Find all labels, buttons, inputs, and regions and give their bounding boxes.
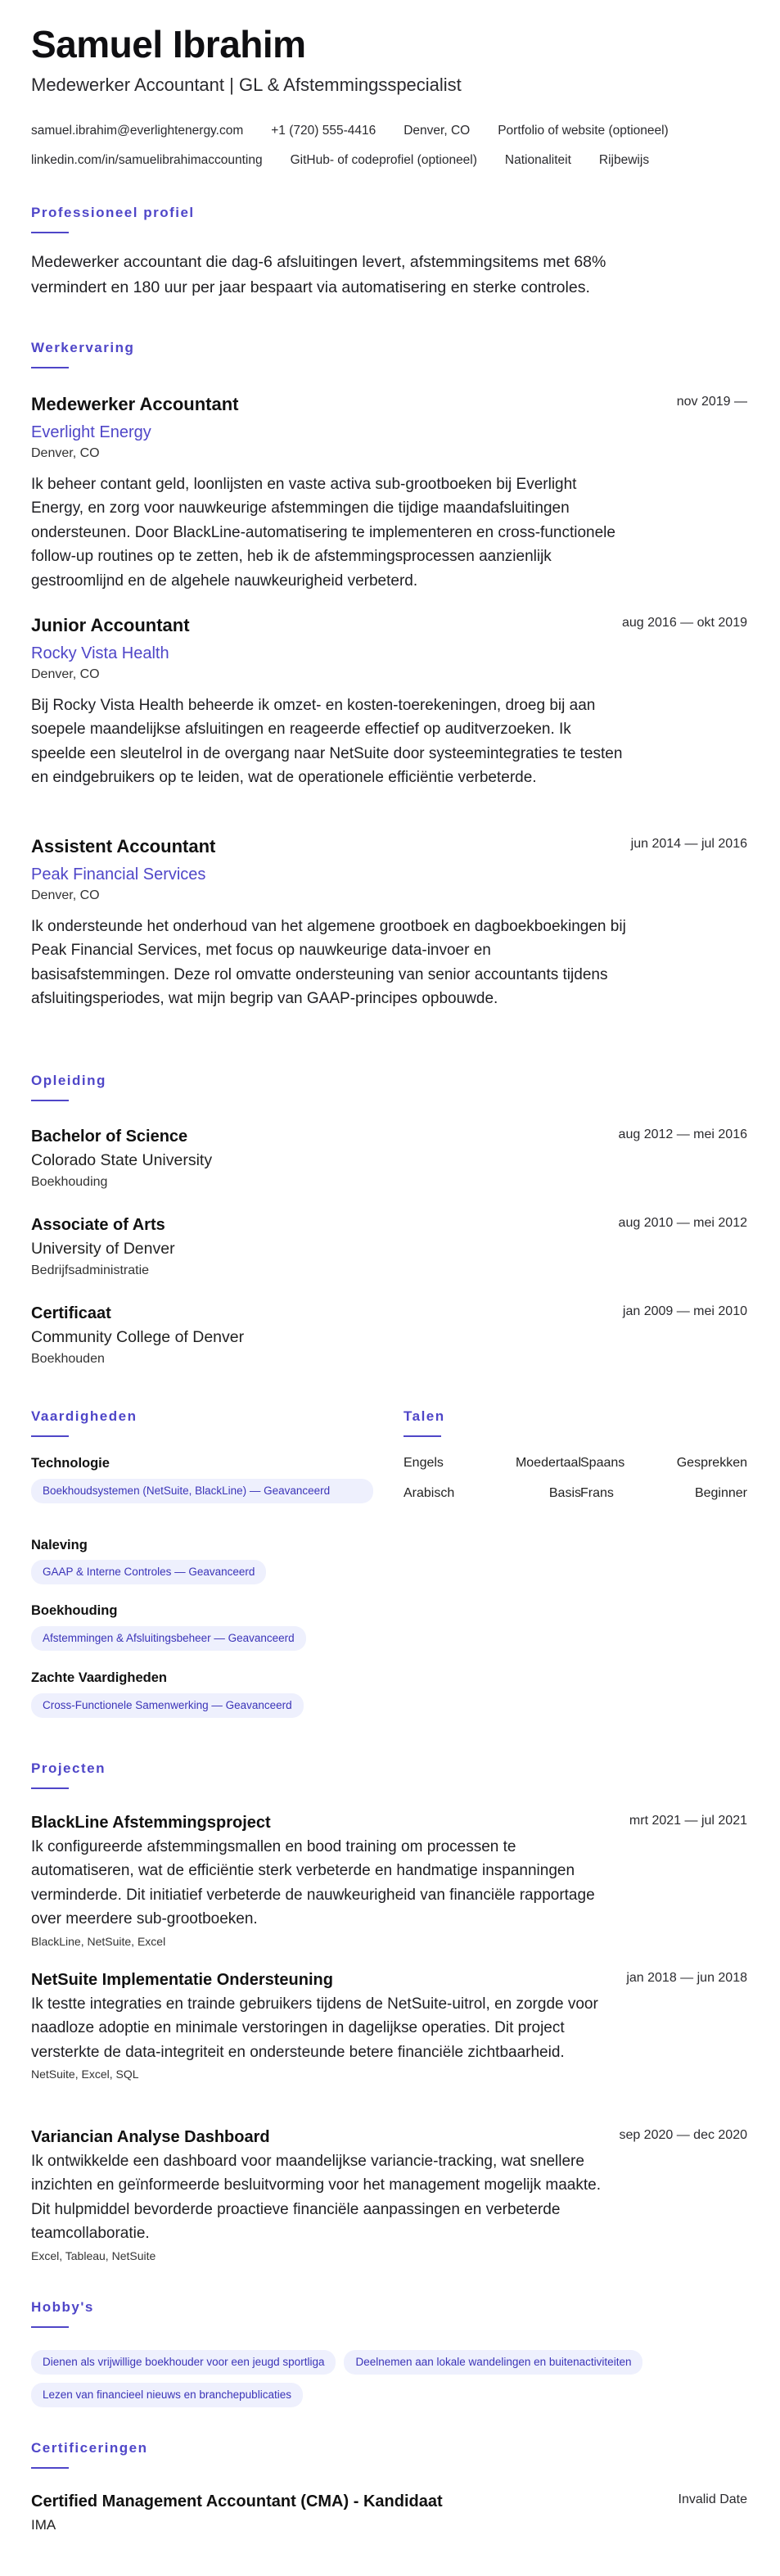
contact-linkedin[interactable]: linkedin.com/in/samuelibrahimaccounting — [31, 153, 263, 167]
education-item — [31, 1126, 747, 1192]
hobby-chip: Dienen als vrijwillige boekhouder voor een jeugd sportliga — [31, 2350, 336, 2375]
education-degree: Bachelor of Science — [31, 1128, 188, 1146]
section-divider — [31, 1787, 69, 1789]
experience-item — [31, 614, 747, 790]
skill-category: Naleving — [31, 1538, 88, 1552]
job-dates: jun 2014 — jul 2016 — [630, 837, 747, 851]
contact-portfolio[interactable]: Portfolio of website (optioneel) — [498, 124, 669, 138]
job-company: Everlight Energy — [31, 423, 151, 441]
contact-email[interactable]: samuel.ibrahim@everlightenergy.com — [31, 124, 244, 138]
experience-item — [31, 835, 747, 1011]
language-level: Gesprekken — [676, 1456, 747, 1470]
project-dates: jan 2018 — jun 2018 — [626, 1971, 747, 1985]
skill-chip-wrap — [31, 1560, 266, 1584]
education-school: Colorado State University — [31, 1151, 213, 1169]
project-item — [31, 1812, 747, 1948]
skill-chip-wrap — [31, 1626, 306, 1651]
language-name: Engels — [404, 1456, 444, 1470]
skill-chip-wrap — [31, 1693, 304, 1718]
section-title-languages: Talen — [404, 1408, 445, 1424]
hobby-chip: Deelnemen aan lokale wandelingen en buitenactiviteiten — [344, 2350, 642, 2375]
project-dates: sep 2020 — dec 2020 — [619, 2128, 747, 2142]
candidate-name: Samuel Ibrahim — [31, 23, 306, 66]
skill-category: Zachte Vaardigheden — [31, 1670, 167, 1685]
education-school: University of Denver — [31, 1240, 175, 1258]
section-divider — [31, 1435, 69, 1437]
profile-summary: Medewerker accountant die dag-6 afsluitingen levert, afstemmingsitems met 68% vermindert en 180 uur per jaar bespaart via automatisering en sterke controles. — [31, 253, 606, 297]
language-level: Basis — [548, 1486, 581, 1500]
section-title-education: Opleiding — [31, 1073, 106, 1088]
project-description: Ik configureerde afstemmingsmallen en bood training om processen te automatiseren, wat de efficiëntie sterk verbeterde en handmatige inspanningen verminderde. Dit initiatief verbeterde de nauwkeurigheid van financiële rapportage over meerdere sub-grootboeken. — [31, 1838, 595, 1928]
education-school: Community College of Denver — [31, 1328, 245, 1346]
section-title-skills: Vaardigheden — [31, 1408, 138, 1424]
project-title: Variancian Analyse Dashboard — [31, 2128, 270, 2146]
language-level: Moedertaal — [515, 1456, 581, 1470]
section-title-hobbies: Hobby's — [31, 2299, 94, 2315]
education-field: Bedrijfsadministratie — [31, 1263, 150, 1278]
certification-item — [31, 2491, 747, 2535]
education-dates: aug 2012 — mei 2016 — [618, 1128, 747, 1141]
contact-list — [31, 116, 747, 175]
section-divider — [31, 367, 69, 368]
education-field: Boekhouden — [31, 1352, 105, 1367]
education-degree: Certificaat — [31, 1304, 111, 1322]
section-divider — [31, 232, 69, 233]
contact-nationality: Nationaliteit — [504, 153, 571, 167]
section-divider — [404, 1435, 441, 1437]
skill-chip: GAAP & Interne Controles — Geavanceerd — [31, 1560, 266, 1584]
project-title: BlackLine Afstemmingsproject — [31, 1814, 271, 1832]
language-name: Spaans — [580, 1456, 625, 1470]
education-field: Boekhouding — [31, 1175, 108, 1190]
skill-chip: Afstemmingen & Afsluitingsbeheer — Geavanceerd — [31, 1626, 306, 1651]
job-description: Ik ondersteunde het onderhoud van het algemene grootboek en dagboekboekingen bij Peak Financial Services, met focus op nauwkeurige data-invoer en basisafstemmingen. Deze rol omvatte ondersteuning van senior accountants tijdens afsluitingsperiodes, wat mijn begrip van GAAP-principes opbouwde. — [31, 917, 626, 1008]
job-location: Denver, CO — [31, 667, 100, 681]
project-tools: NetSuite, Excel, SQL — [31, 2068, 139, 2081]
job-description: Ik beheer contant geld, loonlijsten en vaste activa sub-grootboeken bij Everlight Energy, en zorg voor nauwkeurige afstemmingen die tijdige maandafsluitingen ondersteunen. Door BlackLine-automatisering te implementeren en cross-functionele follow-up routines op te zetten, heb ik de afstemmingsprocessen aanzienlijk gestroomlijnd en de algehele nauwkeurigheid verbeterd. — [31, 475, 615, 590]
skill-chip-wrap — [31, 1479, 373, 1503]
section-title-projects: Projecten — [31, 1760, 106, 1776]
language-level: Beginner — [694, 1486, 747, 1500]
job-title: Medewerker Accountant — [31, 394, 239, 414]
job-dates: aug 2016 — okt 2019 — [621, 616, 747, 630]
education-degree: Associate of Arts — [31, 1216, 165, 1234]
education-dates: jan 2009 — mei 2010 — [622, 1304, 747, 1318]
skill-category: Technologie — [31, 1456, 110, 1471]
experience-item — [31, 393, 747, 593]
project-item — [31, 2126, 747, 2262]
certification-issuer: IMA — [31, 2517, 56, 2533]
hobby-list — [31, 2350, 747, 2416]
section-title-profile: Professioneel profiel — [31, 205, 195, 220]
skill-chip: Cross-Functionele Samenwerking — Geavanceerd — [31, 1693, 304, 1718]
language-name: Frans — [580, 1486, 614, 1500]
candidate-headline: Medewerker Accountant | GL & Afstemmingsspecialist — [31, 75, 462, 95]
contact-license: Rijbewijs — [598, 153, 650, 167]
section-title-certifications: Certificeringen — [31, 2440, 148, 2456]
job-company: Rocky Vista Health — [31, 644, 169, 662]
job-company: Peak Financial Services — [31, 865, 206, 884]
job-dates: nov 2019 — — [676, 395, 747, 409]
project-tools: Excel, Tableau, NetSuite — [31, 2248, 156, 2262]
project-title: NetSuite Implementatie Ondersteuning — [31, 1971, 333, 1989]
section-divider — [31, 1100, 69, 1101]
job-title: Assistent Accountant — [31, 836, 216, 856]
project-tools: BlackLine, NetSuite, Excel — [31, 1934, 166, 1948]
section-divider — [31, 2326, 69, 2328]
project-description: Ik testte integraties en trainde gebruikers tijdens de NetSuite-uitrol, en zorgde voor naadloze adoptie en minimale verstoringen in dagelijkse operaties. Dit project versterkte de data-integriteit en ondersteunde betere financiële zichtbaarheid. — [31, 1995, 598, 2061]
section-title-experience: Werkervaring — [31, 340, 135, 355]
education-item — [31, 1214, 747, 1281]
certification-date: Invalid Date — [678, 2492, 747, 2506]
language-name: Arabisch — [404, 1486, 455, 1500]
contact-phone[interactable]: +1 (720) 555-4416 — [271, 124, 376, 138]
project-dates: mrt 2021 — jul 2021 — [629, 1814, 747, 1828]
job-title: Junior Accountant — [31, 615, 190, 635]
contact-github[interactable]: GitHub- of codeprofiel (optioneel) — [290, 153, 477, 167]
skill-chip: Boekhoudsystemen (NetSuite, BlackLine) — Geavanceerd — [31, 1479, 373, 1503]
contact-location: Denver, CO — [404, 124, 471, 138]
project-item — [31, 1969, 747, 2081]
project-description: Ik ontwikkelde een dashboard voor maandelijkse variancie-tracking, wat snellere inzichten en geïnformeerde besluitvorming voor het management mogelijk maakte. Dit hulpmiddel bevorderde proactieve financiële aanpassingen en verbeterde teamcollaboratie. — [31, 2153, 601, 2243]
hobby-chip: Lezen van financieel nieuws en branchepublicaties — [31, 2383, 303, 2407]
certification-title: Certified Management Accountant (CMA) - Kandidaat — [31, 2492, 443, 2510]
section-divider — [31, 2467, 69, 2469]
job-location: Denver, CO — [31, 888, 100, 902]
job-description: Bij Rocky Vista Health beheerde ik omzet- en kosten-toerekeningen, droeg bij aan soepele maandelijkse afsluitingen en reageerde effectief op auditverzoeken. Ik speelde een sleutelrol in de overgang naar NetSuite door systeemintegraties te testen en eindgebruikers op te leiden, wat de operationele efficiëntie verbeterde. — [31, 696, 623, 787]
education-item — [31, 1303, 747, 1369]
job-location: Denver, CO — [31, 445, 100, 460]
skill-category: Boekhouding — [31, 1603, 118, 1618]
education-dates: aug 2010 — mei 2012 — [618, 1216, 747, 1230]
